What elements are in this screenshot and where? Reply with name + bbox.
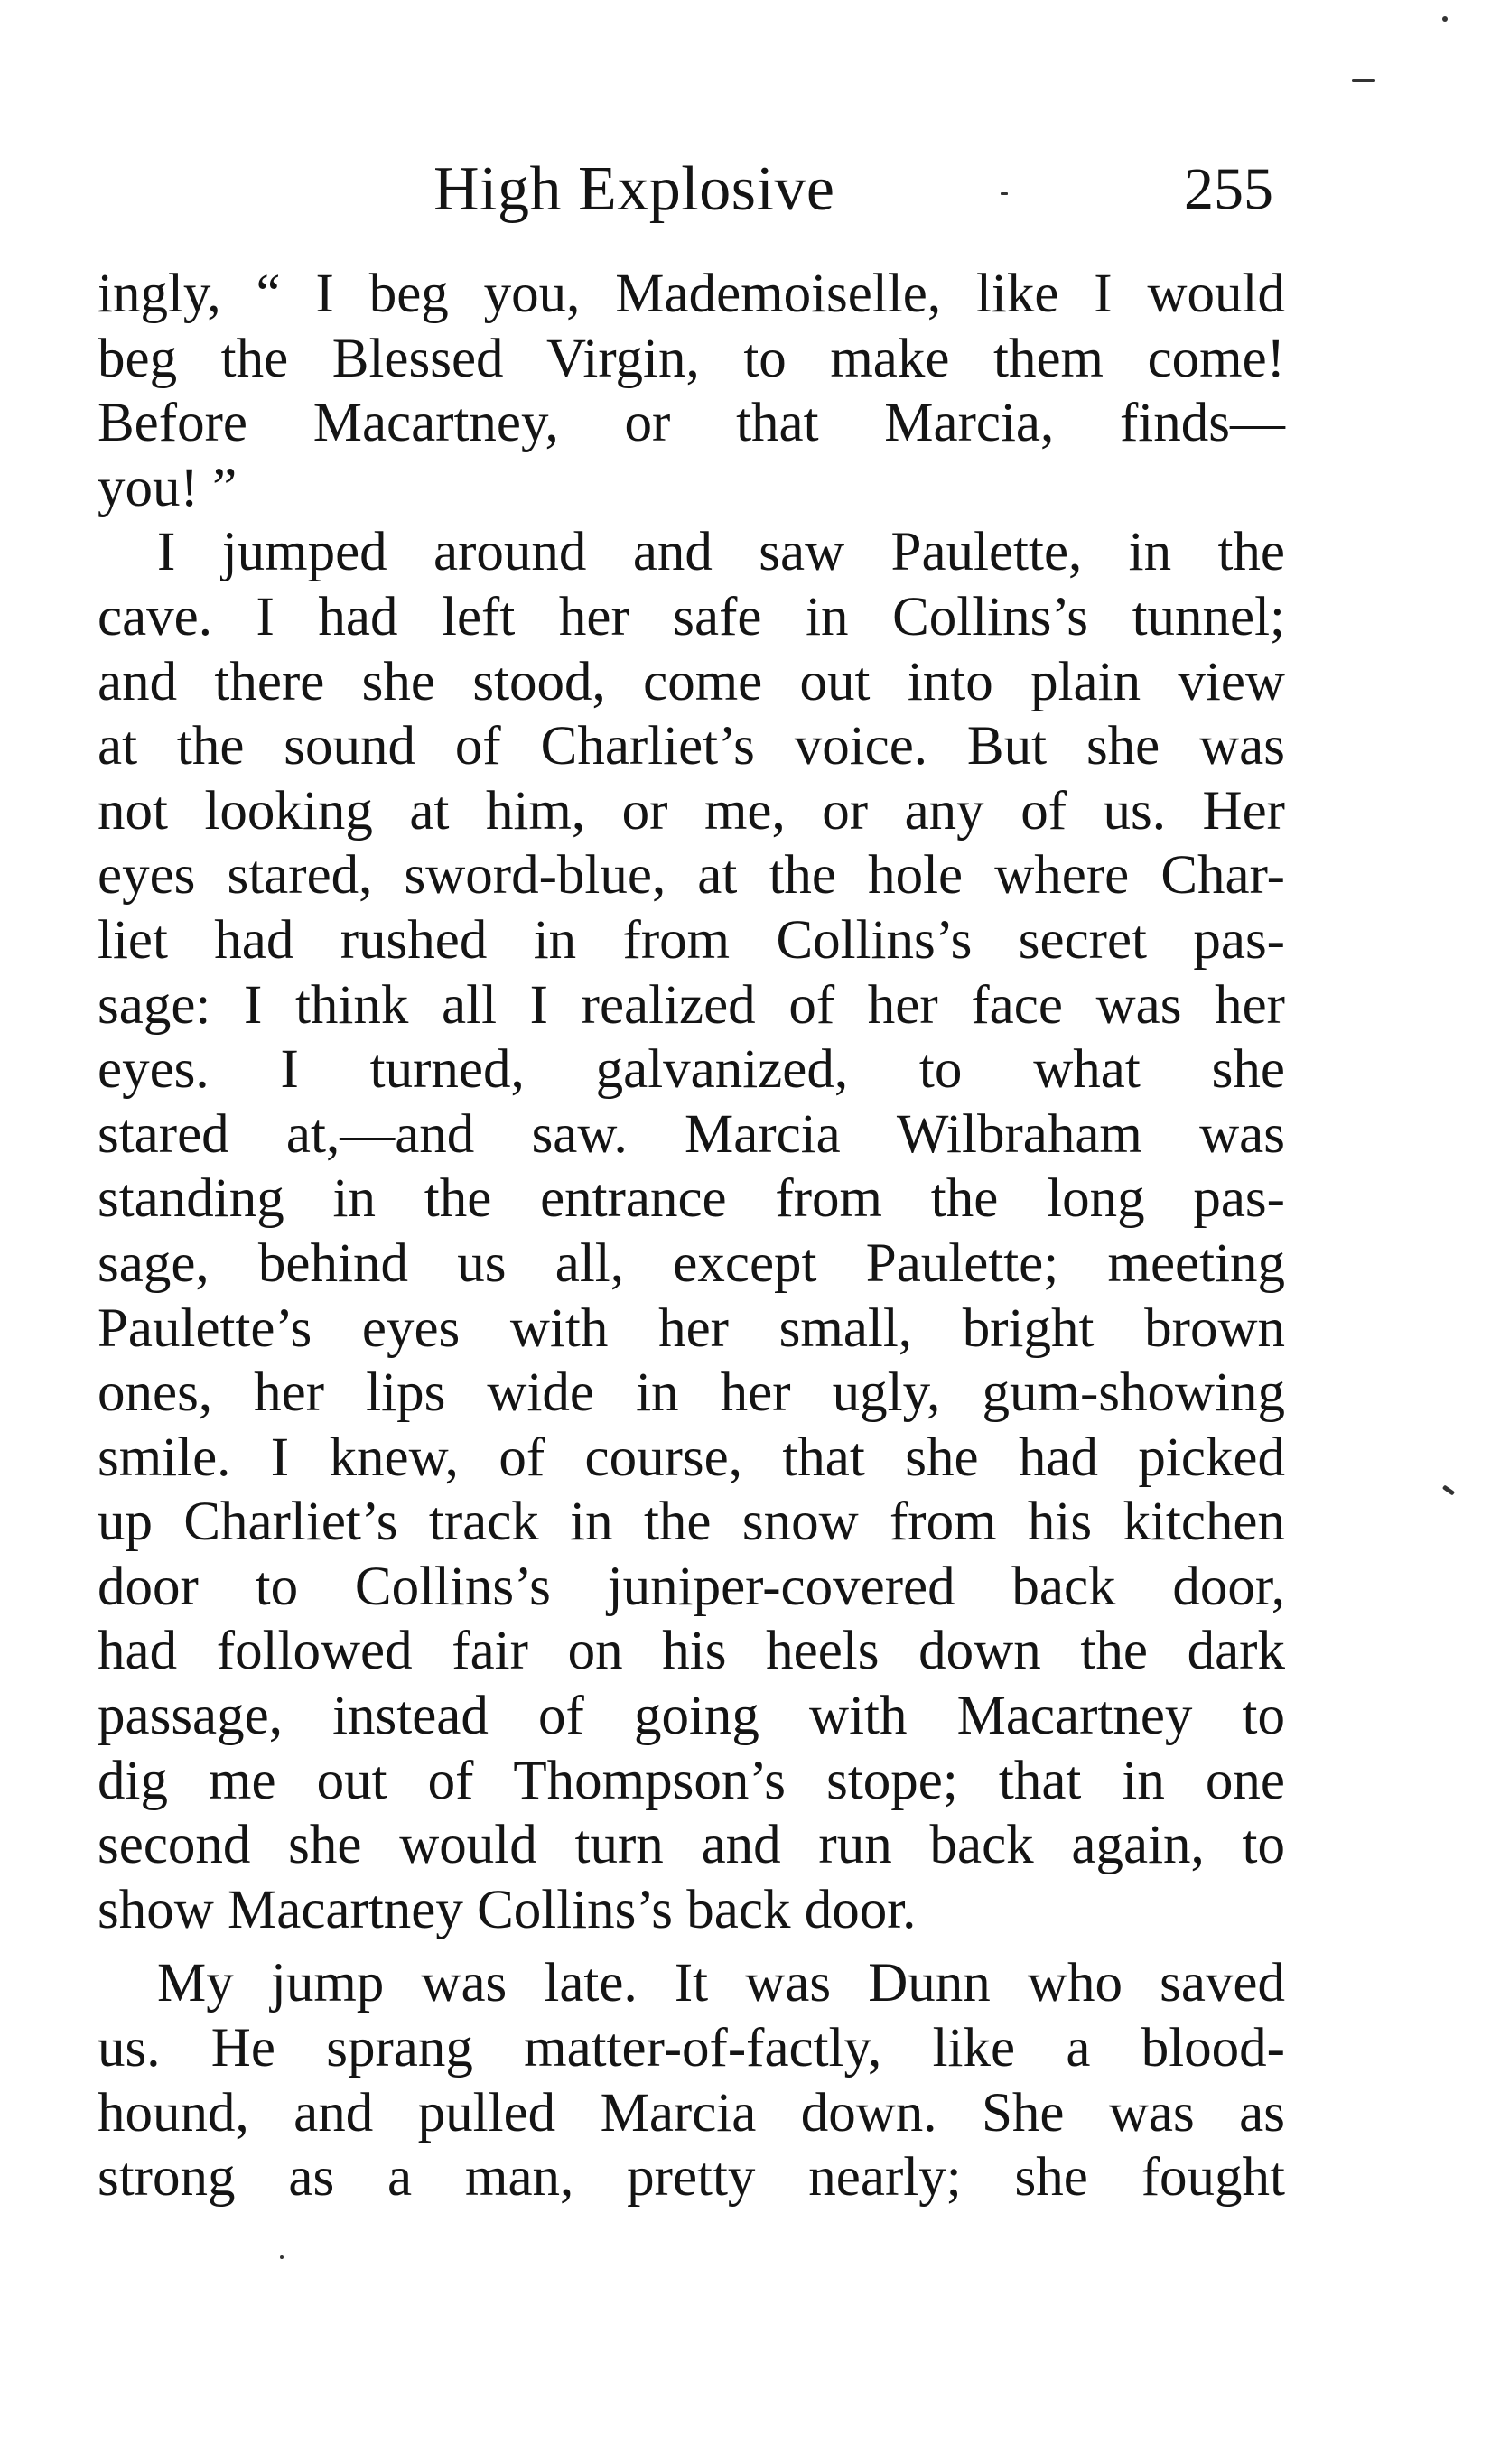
text-line: I jumped around and saw Paulette, in the xyxy=(157,522,1285,583)
scan-speck xyxy=(280,2255,284,2259)
paragraph xyxy=(98,262,1285,520)
paragraph-gap xyxy=(98,1942,1285,1951)
paragraph xyxy=(98,520,1285,1942)
text-line: standing in the entrance from the long pas- xyxy=(98,1168,1285,1230)
text-line: ones, her lips wide in her ugly, gum-showing xyxy=(98,1362,1285,1424)
text-line: door to Collins’s juniper-covered back door, xyxy=(98,1556,1285,1617)
text-line: smile. I knew, of course, that she had picked xyxy=(98,1427,1285,1488)
text-line: and there she stood, come out into plain view xyxy=(98,651,1285,712)
text-line: show Macartney Collins’s back door. xyxy=(98,1879,917,1940)
text-line: passage, instead of going with Macartney to xyxy=(98,1686,1285,1747)
text-line: up Charliet’s track in the snow from his kitchen xyxy=(98,1492,1285,1553)
text-line: stared at,—and saw. Marcia Wilbraham was xyxy=(98,1103,1285,1165)
text-line: dig me out of Thompson’s stope; that in one xyxy=(98,1750,1285,1811)
text-line: had followed fair on his heels down the dark xyxy=(98,1621,1285,1682)
text-line: sage: I think all I realized of her face was her xyxy=(98,974,1285,1036)
body-text xyxy=(98,262,1285,2210)
text-line: second she would turn and run back again, to xyxy=(98,1815,1285,1876)
text-line: eyes. I turned, galvanized, to what she xyxy=(98,1039,1285,1101)
text-line: sage, behind us all, except Paulette; meeting xyxy=(98,1232,1285,1294)
text-line: Before Macartney, or that Marcia, finds— xyxy=(98,393,1285,454)
text-line: beg the Blessed Virgin, to make them come! xyxy=(98,328,1285,389)
text-line: eyes stared, sword-blue, at the hole where Char- xyxy=(98,845,1285,907)
running-title: High Explosive xyxy=(433,154,835,224)
text-line: ingly, “ I beg you, Mademoiselle, like I would xyxy=(98,264,1285,324)
text-line: My jump was late. It was Dunn who saved xyxy=(157,1953,1285,2014)
scan-speck xyxy=(1352,79,1375,82)
text-line: not looking at him, or me, or any of us. Her xyxy=(98,780,1285,841)
text-line: at the sound of Charliet’s voice. But she was xyxy=(98,716,1285,777)
scan-speck xyxy=(1001,192,1008,195)
scan-speck xyxy=(1442,1484,1455,1495)
running-head xyxy=(99,144,1282,235)
paragraph xyxy=(98,1951,1285,2209)
text-line: cave. I had left her safe in Collins’s tunnel; xyxy=(98,586,1285,647)
text-line: liet had rushed in from Collins’s secret pas- xyxy=(98,909,1285,971)
page-number: 255 xyxy=(1184,156,1273,222)
scan-speck xyxy=(1442,16,1448,22)
text-line: us. He sprang matter-of-factly, like a blood- xyxy=(98,2018,1285,2079)
text-line: strong as a man, pretty nearly; she fought xyxy=(98,2147,1285,2208)
text-line: you! ” xyxy=(98,457,238,518)
text-line: hound, and pulled Marcia down. She was as xyxy=(98,2082,1285,2143)
text-line: Paulette’s eyes with her small, bright brown xyxy=(98,1297,1285,1359)
